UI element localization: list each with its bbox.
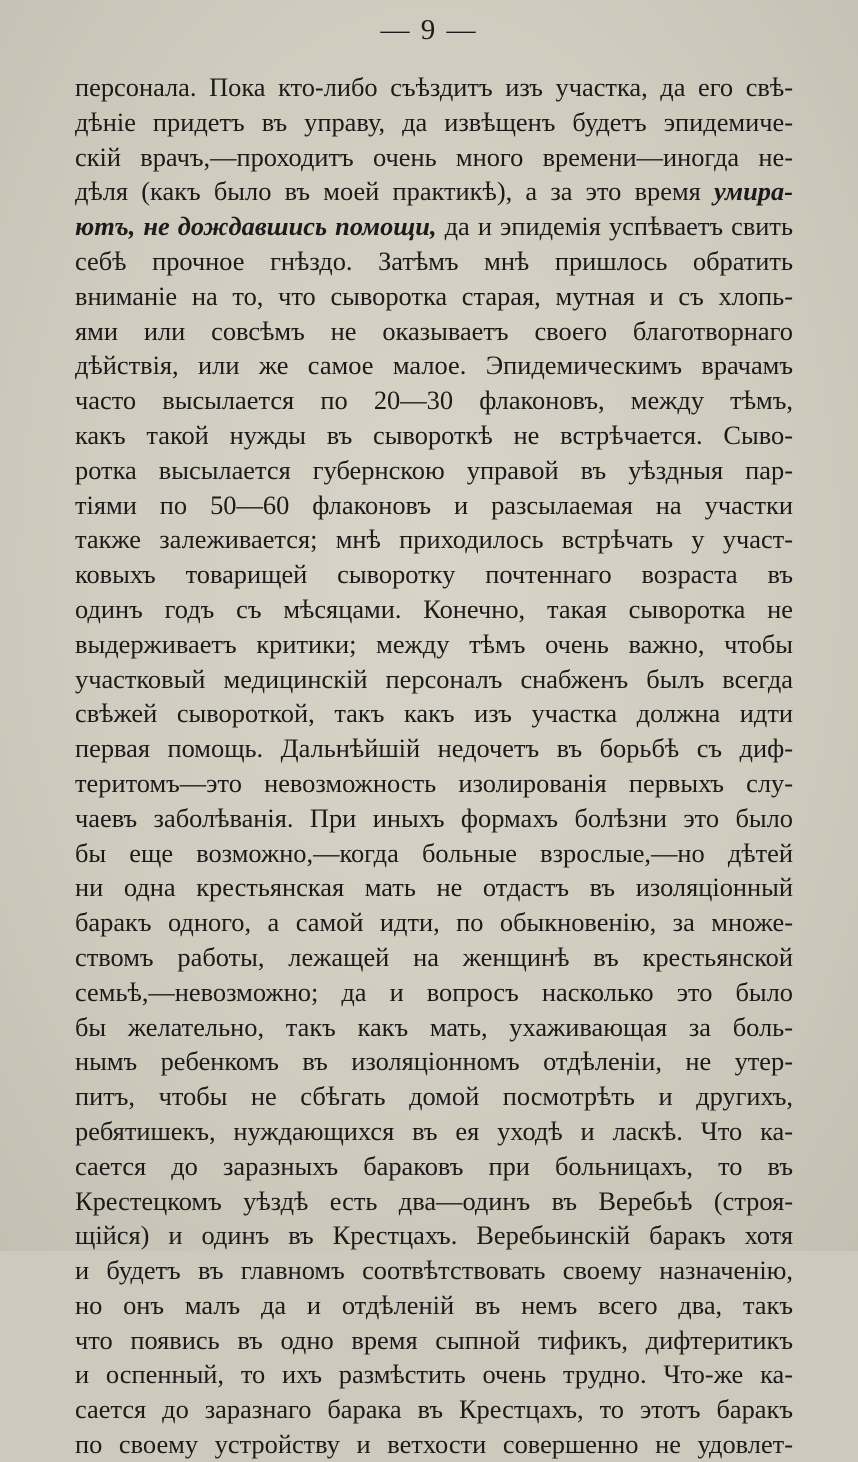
text-segment: одинъ годъ съ мѣсяцами. Конечно, такая сыворотка не bbox=[75, 593, 793, 624]
text-line bbox=[75, 418, 793, 453]
text-segment: вниманіе на то, что сыворотка старая, мутная и съ хлопь- bbox=[75, 280, 793, 311]
text-line bbox=[75, 1044, 793, 1079]
text-line bbox=[75, 975, 793, 1010]
text-segment: дѣніе придетъ въ управу, да извѣщенъ будетъ эпидемиче- bbox=[75, 106, 793, 137]
text-line bbox=[75, 453, 793, 488]
text-segment: персонала. Пока кто-либо съѣздитъ изъ участка, да его свѣ- bbox=[75, 72, 793, 102]
text-segment: нымъ ребенкомъ въ изоляціонномъ отдѣленіи, не утер- bbox=[75, 1046, 793, 1077]
text-segment: ни одна крестьянская мать не отдастъ въ изоляціонный bbox=[75, 872, 793, 903]
text-segment: ротка высылается губернскою управой въ уѣздныя пар- bbox=[75, 454, 793, 485]
text-segment: что появись въ одно время сыпной тификъ, дифтеритикъ bbox=[75, 1324, 793, 1355]
text-segment: выдерживаетъ критики; между тѣмъ очень важно, чтобы bbox=[75, 628, 793, 659]
text-segment: по своему устройству и ветхости совершенно не удовлет- bbox=[75, 1429, 793, 1460]
text-line bbox=[75, 1184, 793, 1219]
text-line bbox=[75, 209, 793, 244]
text-line bbox=[75, 731, 793, 766]
text-segment: щійся) и одинъ въ Крестцахъ. Веребьинскій баракъ хотя bbox=[75, 1220, 793, 1251]
text-line bbox=[75, 870, 793, 905]
text-line bbox=[75, 592, 793, 627]
text-segment: да и эпидемія успѣваетъ свить bbox=[436, 211, 793, 242]
text-segment: дѣйствія, или же самое малое. Эпидемическимъ врачамъ bbox=[75, 350, 793, 381]
text-line bbox=[75, 383, 793, 418]
text-line bbox=[75, 105, 793, 140]
text-segment: бы желательно, такъ какъ мать, ухаживающая за боль- bbox=[75, 1011, 793, 1042]
text-line bbox=[75, 696, 793, 731]
text-line bbox=[75, 1253, 793, 1288]
emphasized-text: умира- bbox=[714, 176, 793, 207]
text-segment: свѣжей сывороткой, такъ какъ изъ участка должна идти bbox=[75, 698, 793, 729]
text-segment: участковый медицинскій персоналъ снабженъ былъ всегда bbox=[75, 663, 793, 694]
text-line bbox=[75, 1079, 793, 1114]
text-line bbox=[75, 905, 793, 940]
text-line bbox=[75, 488, 793, 523]
text-segment: чаевъ заболѣванія. При иныхъ формахъ болѣзни это было bbox=[75, 802, 793, 833]
text-segment: баракъ одного, а самой идти, по обыкновенію, за множе- bbox=[75, 907, 793, 938]
text-segment: и будетъ въ главномъ соотвѣтствовать своему назначенію, bbox=[75, 1255, 793, 1286]
text-line bbox=[75, 1218, 793, 1253]
text-line bbox=[75, 279, 793, 314]
text-segment: ковыхъ товарищей сыворотку почтеннаго возраста въ bbox=[75, 559, 793, 590]
text-line bbox=[75, 174, 793, 209]
text-segment: скій врачъ,—проходитъ очень много времени—иногда не- bbox=[75, 141, 793, 172]
text-line bbox=[75, 522, 793, 557]
text-segment: Крестецкомъ уѣздѣ есть два—одинъ въ Веребьѣ (строя- bbox=[75, 1185, 793, 1216]
text-line bbox=[75, 244, 793, 279]
text-segment: сается до заразныхъ бараковъ при больницахъ, то въ bbox=[75, 1150, 793, 1181]
text-line bbox=[75, 836, 793, 871]
text-segment: семьѣ,—невозможно; да и вопросъ насколько это было bbox=[75, 976, 793, 1007]
text-segment: но онъ малъ да и отдѣленій въ немъ всего два, такъ bbox=[75, 1289, 793, 1320]
page-number: — 9 — bbox=[380, 14, 478, 46]
emphasized-text: ютъ, не дождавшись помощи, bbox=[75, 211, 437, 242]
text-line bbox=[75, 70, 793, 105]
text-line bbox=[75, 1357, 793, 1392]
text-line bbox=[75, 1010, 793, 1045]
text-segment: какъ такой нужды въ сывороткѣ не встрѣчается. Сыво- bbox=[75, 419, 793, 450]
text-segment: также залеживается; мнѣ приходилось встрѣчать у участ- bbox=[75, 524, 793, 555]
text-line bbox=[75, 627, 793, 662]
text-segment: дѣля (какъ было въ моей практикѣ), а за это время bbox=[75, 176, 714, 207]
text-line bbox=[75, 1114, 793, 1149]
text-line bbox=[75, 557, 793, 592]
body-text bbox=[75, 70, 793, 1462]
text-segment: тіями по 50—60 флаконовъ и разсылаемая на участки bbox=[75, 489, 793, 520]
text-segment: ями или совсѣмъ не оказываетъ своего благотворнаго bbox=[75, 315, 793, 346]
text-line bbox=[75, 1149, 793, 1184]
text-segment: теритомъ—это невозможность изолированія первыхъ слу- bbox=[75, 767, 793, 798]
text-segment: себѣ прочное гнѣздо. Затѣмъ мнѣ пришлось обратить bbox=[75, 245, 793, 276]
text-line bbox=[75, 940, 793, 975]
text-line bbox=[75, 348, 793, 383]
text-line bbox=[75, 140, 793, 175]
text-segment: первая помощь. Дальнѣйшій недочетъ въ борьбѣ съ диф- bbox=[75, 733, 793, 764]
text-line bbox=[75, 766, 793, 801]
text-segment: питъ, чтобы не сбѣгать домой посмотрѣть и другихъ, bbox=[75, 1081, 793, 1112]
text-segment: сается до заразнаго барака въ Крестцахъ, то этотъ баракъ bbox=[75, 1394, 793, 1425]
text-segment: часто высылается по 20—30 флаконовъ, между тѣмъ, bbox=[75, 385, 793, 416]
text-line bbox=[75, 1323, 793, 1358]
text-line bbox=[75, 1288, 793, 1323]
text-line bbox=[75, 1427, 793, 1462]
text-segment: ребятишекъ, нуждающихся въ ея уходѣ и ласкѣ. Что ка- bbox=[75, 1115, 793, 1146]
text-line bbox=[75, 662, 793, 697]
text-segment: ствомъ работы, лежащей на женщинѣ въ крестьянской bbox=[75, 941, 793, 972]
text-line bbox=[75, 1392, 793, 1427]
text-segment: бы еще возможно,—когда больные взрослые,—но дѣтей bbox=[75, 837, 793, 868]
text-line bbox=[75, 801, 793, 836]
text-line bbox=[75, 314, 793, 349]
text-segment: и оспенный, то ихъ размѣстить очень трудно. Что-же ка- bbox=[75, 1359, 793, 1390]
